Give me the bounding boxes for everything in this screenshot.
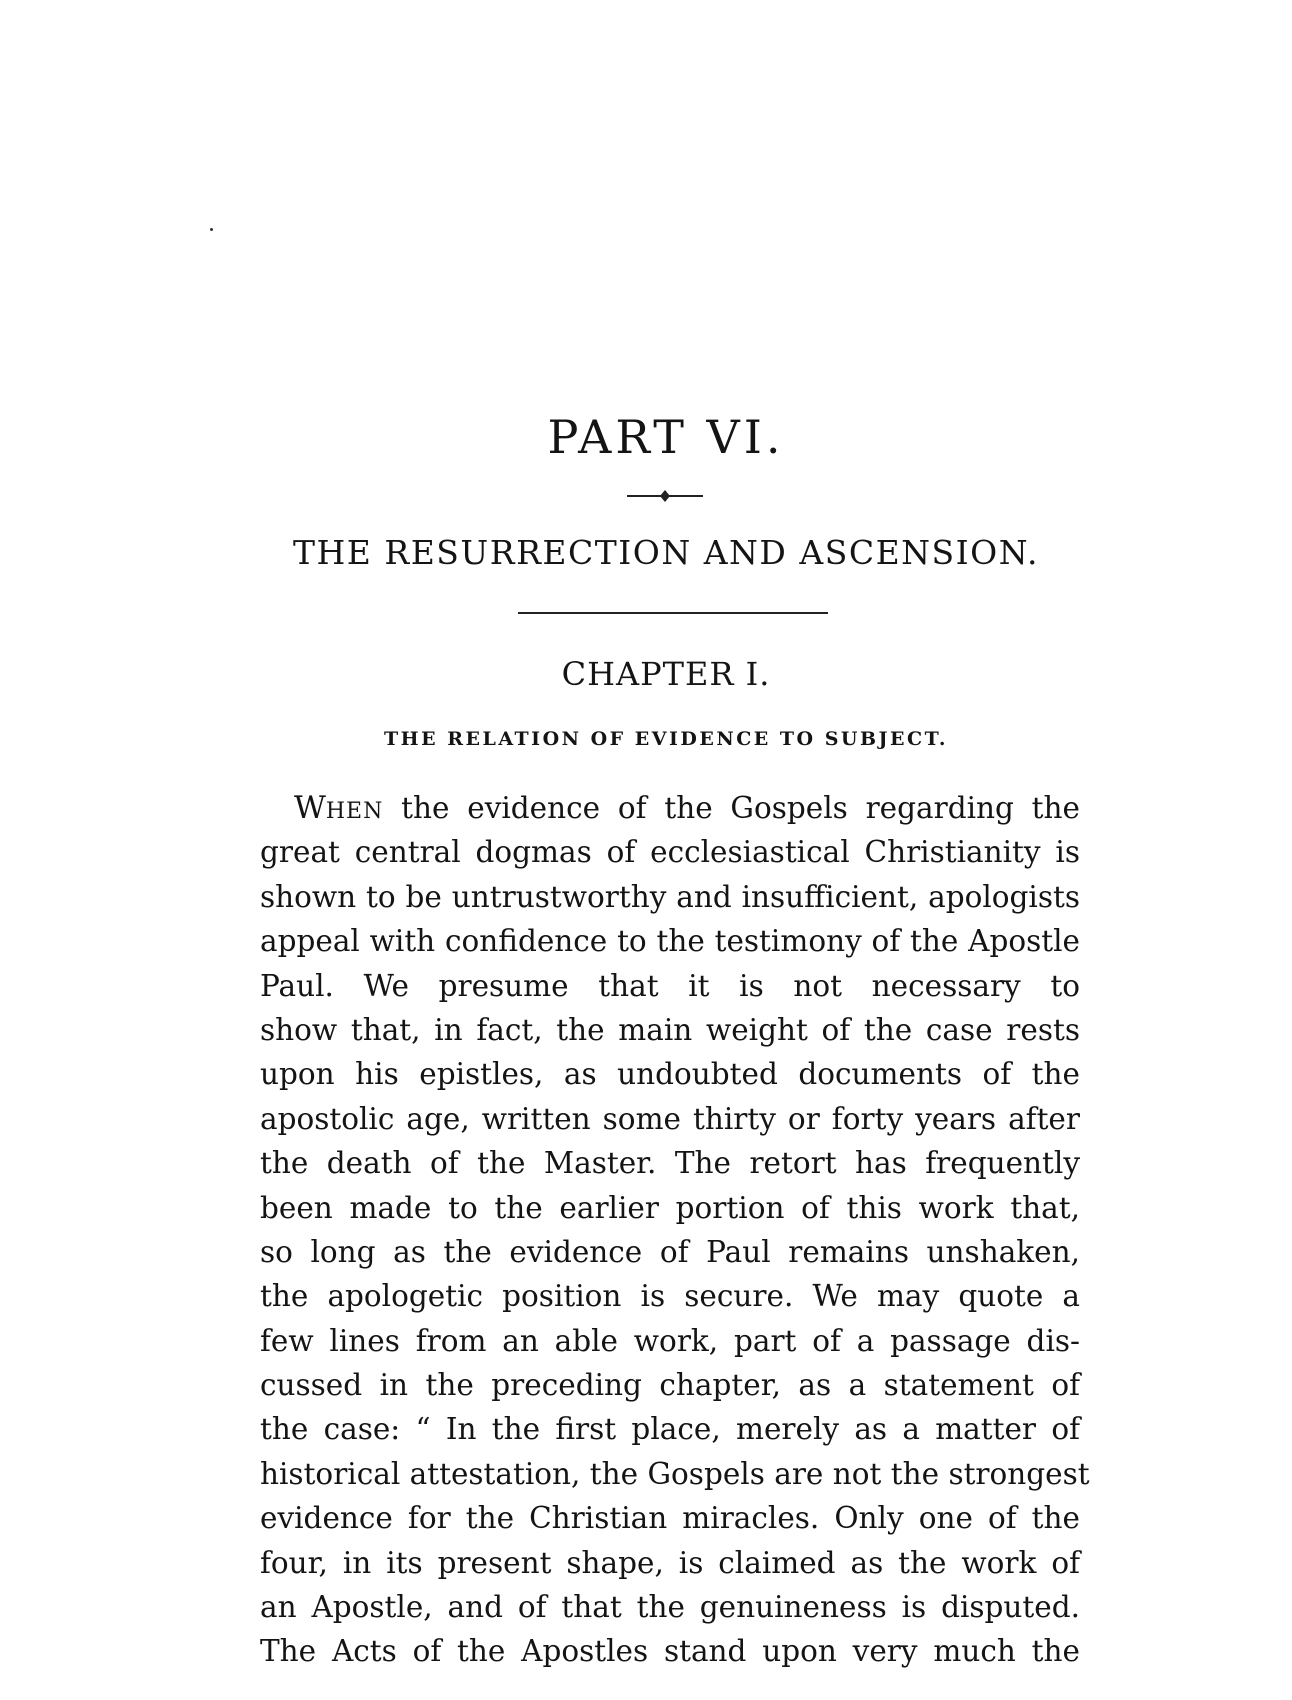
body-line: an Apostle, and of that the genuineness is disputed. — [260, 1590, 1080, 1625]
body-line: shown to be untrustworthy and insufficient, apologists — [260, 879, 1080, 914]
body-line: so long as the evidence of Paul remains unshaken, — [260, 1234, 1080, 1269]
body-line: apostolic age, written some thirty or forty years after — [260, 1101, 1080, 1136]
section-title: THE RESURRECTION AND ASCENSION. — [293, 533, 1039, 572]
body-line: great central dogmas of ecclesiastical Christianity is — [260, 835, 1080, 870]
body-line: few lines from an able work, part of a passage dis- — [260, 1323, 1080, 1358]
drop-word-initial: W — [294, 790, 326, 826]
chapter-title: CHAPTER I. — [561, 655, 771, 693]
body-line: show that, in fact, the main weight of the case rests — [260, 1012, 1080, 1047]
body-line: appeal with confidence to the testimony of the Apostle — [260, 924, 1080, 959]
body-line: Paul. We presume that it is not necessary to — [260, 968, 1080, 1003]
body-line: cussed in the preceding chapter, as a statement of — [260, 1368, 1080, 1403]
ornament-divider — [625, 489, 705, 503]
body-line: the apologetic position is secure. We may quote a — [260, 1279, 1080, 1314]
body-text — [260, 786, 1090, 1674]
body-line: the death of the Master. The retort has frequently — [260, 1146, 1080, 1181]
part-title: PART VI. — [547, 410, 785, 464]
body-line: evidence for the Christian miracles. Only one of the — [260, 1501, 1080, 1536]
chapter-subtitle: THE RELATION OF EVIDENCE TO SUBJECT. — [384, 728, 948, 750]
body-line: historical attestation, the Gospels are not the strongest — [260, 1456, 1090, 1491]
first-line-rest: the evidence of the Gospels regarding the — [383, 791, 1080, 825]
body-line: four, in its present shape, is claimed as the work of — [260, 1545, 1080, 1580]
body-line-first — [260, 786, 1080, 830]
body-line: the case: “ In the first place, merely as a matter of — [260, 1412, 1080, 1447]
print-speck — [210, 228, 213, 231]
body-line: upon his epistles, as undoubted documents of the — [260, 1057, 1080, 1092]
drop-word-rest: HEN — [325, 799, 384, 824]
body-line: The Acts of the Apostles stand upon very much the — [260, 1634, 1080, 1669]
body-line: been made to the earlier portion of this work that, — [260, 1190, 1080, 1225]
horizontal-rule — [518, 612, 828, 614]
